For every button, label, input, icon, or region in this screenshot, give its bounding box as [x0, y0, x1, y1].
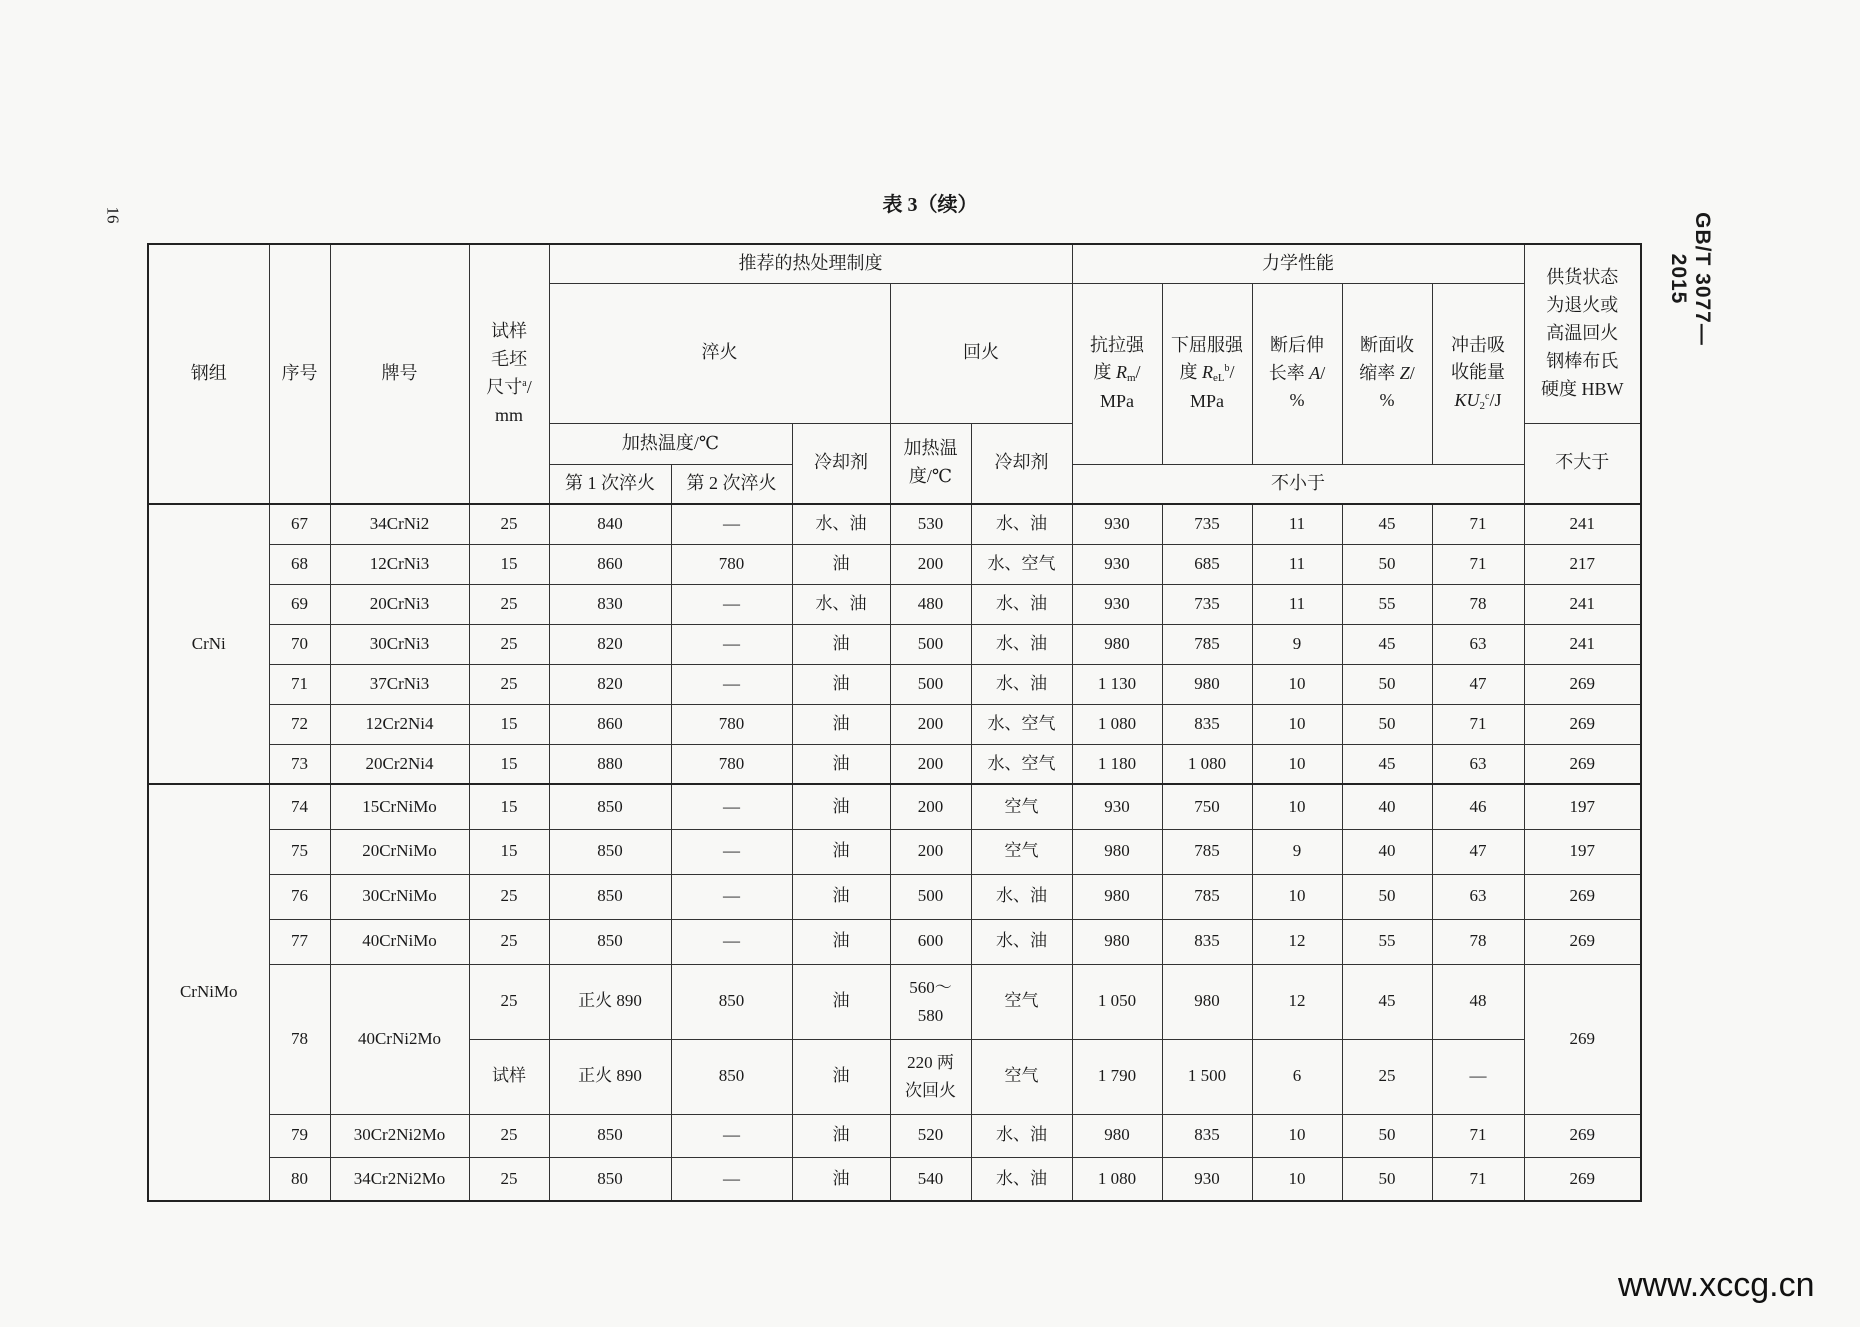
quench-coolant-cell: 油 — [792, 664, 890, 704]
temper-temp-cell: 500 — [890, 664, 971, 704]
table-row — [148, 1114, 1641, 1157]
second-quench-temp-cell: — — [671, 584, 792, 624]
elongation-cell: 10 — [1252, 1114, 1342, 1157]
temper-coolant-cell: 水、油 — [971, 919, 1072, 964]
grade-cell: 12Cr2Ni4 — [330, 704, 469, 744]
serial-no-cell: 69 — [269, 584, 330, 624]
hardness-cell: 269 — [1524, 744, 1641, 784]
tensile-strength-cell: 930 — [1072, 504, 1162, 544]
impact-energy-cell: 71 — [1432, 1157, 1524, 1201]
tensile-strength-cell: 980 — [1072, 1114, 1162, 1157]
first-quench-temp-cell: 850 — [549, 874, 671, 919]
sample-size-cell: 15 — [469, 784, 549, 829]
elongation-cell: 10 — [1252, 1157, 1342, 1201]
elongation-cell: 9 — [1252, 624, 1342, 664]
table-row — [148, 919, 1641, 964]
hardness-cell: 269 — [1524, 964, 1641, 1114]
subscript: eL — [1212, 372, 1225, 385]
yield-strength-cell: 835 — [1162, 919, 1252, 964]
tensile-strength-cell: 1 050 — [1072, 964, 1162, 1039]
reduction-of-area-cell: 45 — [1342, 964, 1432, 1039]
page-number: 16 — [103, 206, 123, 224]
impact-energy-cell: 71 — [1432, 704, 1524, 744]
temper-temp-cell: 480 — [890, 584, 971, 624]
temper-coolant-cell: 水、油 — [971, 504, 1072, 544]
header-tempering: 回火 — [890, 283, 1072, 423]
tensile-strength-cell: 930 — [1072, 784, 1162, 829]
first-quench-temp-cell: 820 — [549, 624, 671, 664]
table-row — [148, 1157, 1641, 1201]
impact-energy-cell: — — [1432, 1039, 1524, 1114]
temper-temp-cell: 200 — [890, 744, 971, 784]
watermark: www.xccg.cn — [1618, 1266, 1815, 1304]
first-quench-temp-cell: 正火 890 — [549, 964, 671, 1039]
symbol: Z — [1399, 362, 1410, 383]
temper-coolant-cell: 空气 — [971, 784, 1072, 829]
grade-cell: 40CrNi2Mo — [330, 964, 469, 1114]
serial-no-cell: 80 — [269, 1157, 330, 1201]
first-quench-temp-cell: 850 — [549, 829, 671, 874]
label: 度 — [1179, 362, 1202, 383]
temper-coolant-cell: 水、油 — [971, 1157, 1072, 1201]
serial-no-cell: 79 — [269, 1114, 330, 1157]
grade-cell: 20CrNiMo — [330, 829, 469, 874]
serial-no-cell: 75 — [269, 829, 330, 874]
reduction-of-area-cell: 40 — [1342, 829, 1432, 874]
reduction-of-area-cell: 50 — [1342, 1114, 1432, 1157]
label: 冲击吸 — [1451, 334, 1505, 355]
tensile-strength-cell: 980 — [1072, 874, 1162, 919]
impact-energy-cell: 48 — [1432, 964, 1524, 1039]
label: 试样 — [491, 321, 527, 342]
serial-no-cell: 77 — [269, 919, 330, 964]
header-not-less: 不小于 — [1072, 464, 1524, 504]
hardness-cell: 197 — [1524, 784, 1641, 829]
unit: MPa — [1189, 390, 1224, 411]
sample-size-cell: 试样 — [469, 1039, 549, 1114]
second-quench-temp-cell: — — [671, 504, 792, 544]
yield-strength-cell: 980 — [1162, 964, 1252, 1039]
first-quench-temp-cell: 840 — [549, 504, 671, 544]
temper-temp-cell: 500 — [890, 874, 971, 919]
impact-energy-cell: 63 — [1432, 874, 1524, 919]
temper-temp-cell: 200 — [890, 704, 971, 744]
quench-coolant-cell: 水、油 — [792, 584, 890, 624]
label: 加热温 — [903, 438, 958, 459]
yield-strength-cell: 930 — [1162, 1157, 1252, 1201]
yield-strength-cell: 835 — [1162, 704, 1252, 744]
unit: MPa — [1099, 390, 1134, 411]
temper-coolant-cell: 水、空气 — [971, 744, 1072, 784]
yield-strength-cell: 750 — [1162, 784, 1252, 829]
reduction-of-area-cell: 50 — [1342, 704, 1432, 744]
impact-energy-cell: 63 — [1432, 624, 1524, 664]
second-quench-temp-cell: — — [671, 874, 792, 919]
temper-coolant-cell: 空气 — [971, 964, 1072, 1039]
reduction-of-area-cell: 45 — [1342, 744, 1432, 784]
sample-size-cell: 15 — [469, 704, 549, 744]
elongation-cell: 6 — [1252, 1039, 1342, 1114]
tensile-strength-cell: 1 130 — [1072, 664, 1162, 704]
header-quench-coolant: 冷却剂 — [792, 423, 890, 504]
tensile-strength-cell: 930 — [1072, 544, 1162, 584]
label: 长率 — [1268, 362, 1310, 383]
reduction-of-area-cell: 50 — [1342, 1157, 1432, 1201]
tensile-strength-cell: 980 — [1072, 624, 1162, 664]
second-quench-temp-cell: — — [671, 829, 792, 874]
second-quench-temp-cell: 850 — [671, 1039, 792, 1114]
label: / — [526, 377, 532, 397]
label: 断面收 — [1360, 334, 1414, 355]
label: 为退火或 — [1546, 294, 1619, 315]
elongation-cell: 10 — [1252, 664, 1342, 704]
impact-energy-cell: 47 — [1432, 829, 1524, 874]
table-row — [148, 584, 1641, 624]
label: 缩率 — [1359, 362, 1400, 383]
hardness-cell: 269 — [1524, 664, 1641, 704]
quench-coolant-cell: 油 — [792, 964, 890, 1039]
serial-no-cell: 74 — [269, 784, 330, 829]
temper-coolant-cell: 空气 — [971, 829, 1072, 874]
header-temper-heating — [890, 423, 971, 504]
elongation-cell: 9 — [1252, 829, 1342, 874]
label: 尺寸 — [486, 377, 523, 397]
footnote-mark: c — [1485, 391, 1490, 403]
grade-cell: 30CrNiMo — [330, 874, 469, 919]
temper-temp-cell: 200 — [890, 829, 971, 874]
yield-strength-cell: 1 500 — [1162, 1039, 1252, 1114]
yield-strength-cell: 685 — [1162, 544, 1252, 584]
yield-strength-cell: 835 — [1162, 1114, 1252, 1157]
reduction-of-area-cell: 55 — [1342, 584, 1432, 624]
header-impact — [1432, 283, 1524, 464]
impact-energy-cell: 78 — [1432, 919, 1524, 964]
header-first-quench: 第 1 次淬火 — [549, 464, 671, 504]
serial-no-cell: 67 — [269, 504, 330, 544]
yield-strength-cell: 785 — [1162, 829, 1252, 874]
elongation-cell: 10 — [1252, 704, 1342, 744]
header-not-more: 不大于 — [1524, 423, 1641, 504]
symbol: R — [1201, 362, 1213, 383]
unit: % — [1379, 390, 1395, 411]
tensile-strength-cell: 980 — [1072, 829, 1162, 874]
header-grade: 牌号 — [330, 244, 469, 504]
serial-no-cell: 73 — [269, 744, 330, 784]
quench-coolant-cell: 油 — [792, 704, 890, 744]
header-temper-coolant: 冷却剂 — [971, 423, 1072, 504]
label: 供货状态 — [1546, 267, 1619, 288]
temper-temp-cell: 530 — [890, 504, 971, 544]
grade-cell: 20Cr2Ni4 — [330, 744, 469, 784]
unit: /J — [1489, 390, 1502, 411]
yield-strength-cell: 785 — [1162, 874, 1252, 919]
quench-coolant-cell: 油 — [792, 744, 890, 784]
reduction-of-area-cell: 50 — [1342, 874, 1432, 919]
impact-energy-cell: 71 — [1432, 544, 1524, 584]
tensile-strength-cell: 980 — [1072, 919, 1162, 964]
sample-size-cell: 25 — [469, 624, 549, 664]
hardness-cell: 269 — [1524, 1114, 1641, 1157]
first-quench-temp-cell: 正火 890 — [549, 1039, 671, 1114]
symbol: R — [1115, 362, 1127, 383]
quench-coolant-cell: 油 — [792, 624, 890, 664]
label: mm — [494, 404, 523, 425]
temper-temp-cell: 560～580 — [890, 964, 971, 1039]
second-quench-temp-cell: — — [671, 1157, 792, 1201]
reduction-of-area-cell: 55 — [1342, 919, 1432, 964]
table-body — [148, 504, 1641, 1201]
header-reduction — [1342, 283, 1432, 464]
quench-coolant-cell: 油 — [792, 1039, 890, 1114]
second-quench-temp-cell: 780 — [671, 704, 792, 744]
serial-no-cell: 71 — [269, 664, 330, 704]
hardness-cell: 269 — [1524, 919, 1641, 964]
sample-size-cell: 25 — [469, 964, 549, 1039]
table-row — [148, 704, 1641, 744]
temper-temp-cell: 200 — [890, 544, 971, 584]
footnote-mark: b — [1224, 363, 1230, 375]
temper-coolant-cell: 水、油 — [971, 1114, 1072, 1157]
temper-coolant-cell: 水、油 — [971, 664, 1072, 704]
header-tensile — [1072, 283, 1162, 464]
second-quench-temp-cell: 780 — [671, 744, 792, 784]
header-hardness — [1524, 244, 1641, 423]
grade-cell: 30Cr2Ni2Mo — [330, 1114, 469, 1157]
first-quench-temp-cell: 850 — [549, 1114, 671, 1157]
reduction-of-area-cell: 45 — [1342, 504, 1432, 544]
quench-coolant-cell: 油 — [792, 874, 890, 919]
grade-cell: 37CrNi3 — [330, 664, 469, 704]
elongation-cell: 12 — [1252, 919, 1342, 964]
grade-cell: 12CrNi3 — [330, 544, 469, 584]
first-quench-temp-cell: 850 — [549, 1157, 671, 1201]
first-quench-temp-cell: 860 — [549, 704, 671, 744]
second-quench-temp-cell: 850 — [671, 964, 792, 1039]
yield-strength-cell: 785 — [1162, 624, 1252, 664]
impact-energy-cell: 71 — [1432, 1114, 1524, 1157]
header-heat-treatment: 推荐的热处理制度 — [549, 244, 1072, 283]
sample-size-cell: 15 — [469, 544, 549, 584]
second-quench-temp-cell: — — [671, 784, 792, 829]
sample-size-cell: 25 — [469, 919, 549, 964]
serial-no-cell: 72 — [269, 704, 330, 744]
label: 收能量 — [1451, 362, 1505, 383]
table-row — [148, 874, 1641, 919]
hardness-cell: 241 — [1524, 584, 1641, 624]
temper-temp-cell: 500 — [890, 624, 971, 664]
quench-coolant-cell: 油 — [792, 784, 890, 829]
yield-strength-cell: 980 — [1162, 664, 1252, 704]
label: 断后伸 — [1270, 334, 1324, 355]
elongation-cell: 12 — [1252, 964, 1342, 1039]
reduction-of-area-cell: 50 — [1342, 664, 1432, 704]
header-serial-no: 序号 — [269, 244, 330, 504]
reduction-of-area-cell: 50 — [1342, 544, 1432, 584]
label: 抗拉强 — [1090, 334, 1144, 355]
impact-energy-cell: 63 — [1432, 744, 1524, 784]
first-quench-temp-cell: 850 — [549, 919, 671, 964]
quench-coolant-cell: 水、油 — [792, 504, 890, 544]
label: / — [1409, 362, 1415, 383]
temper-coolant-cell: 水、油 — [971, 874, 1072, 919]
table-row — [148, 744, 1641, 784]
first-quench-temp-cell: 860 — [549, 544, 671, 584]
subscript: 2 — [1479, 400, 1486, 413]
quench-coolant-cell: 油 — [792, 544, 890, 584]
grade-cell: 30CrNi3 — [330, 624, 469, 664]
elongation-cell: 11 — [1252, 584, 1342, 624]
header-heating-temp: 加热温度/℃ — [549, 423, 792, 464]
sample-size-cell: 25 — [469, 584, 549, 624]
second-quench-temp-cell: — — [671, 919, 792, 964]
sample-size-cell: 25 — [469, 1114, 549, 1157]
second-quench-temp-cell: — — [671, 624, 792, 664]
label: / — [1229, 362, 1235, 383]
tensile-strength-cell: 1 180 — [1072, 744, 1162, 784]
temper-temp-cell: 220 两次回火 — [890, 1039, 971, 1114]
serial-no-cell: 78 — [269, 964, 330, 1114]
label: 钢棒布氏 — [1546, 350, 1619, 371]
quench-coolant-cell: 油 — [792, 1114, 890, 1157]
sample-size-cell: 25 — [469, 664, 549, 704]
header-mechanical: 力学性能 — [1072, 244, 1524, 283]
unit: % — [1289, 390, 1305, 411]
table-row — [148, 624, 1641, 664]
first-quench-temp-cell: 820 — [549, 664, 671, 704]
sample-size-cell: 25 — [469, 504, 549, 544]
table-row — [148, 829, 1641, 874]
temper-temp-cell: 540 — [890, 1157, 971, 1201]
table-row — [148, 784, 1641, 829]
subscript: m — [1126, 372, 1136, 385]
sample-size-cell: 25 — [469, 874, 549, 919]
table-row — [148, 504, 1641, 544]
table-title: 表 3（续） — [882, 194, 978, 216]
impact-energy-cell: 47 — [1432, 664, 1524, 704]
standard-code: GB/T 3077—2015 — [1667, 212, 1714, 346]
sample-size-cell: 15 — [469, 829, 549, 874]
reduction-of-area-cell: 40 — [1342, 784, 1432, 829]
temper-coolant-cell: 水、油 — [971, 624, 1072, 664]
label: 度/℃ — [908, 466, 953, 487]
tensile-strength-cell: 930 — [1072, 584, 1162, 624]
hardness-cell: 269 — [1524, 1157, 1641, 1201]
footnote-mark: a — [522, 378, 527, 389]
sample-size-cell: 15 — [469, 744, 549, 784]
yield-strength-cell: 735 — [1162, 584, 1252, 624]
reduction-of-area-cell: 25 — [1342, 1039, 1432, 1114]
hardness-cell: 217 — [1524, 544, 1641, 584]
temper-coolant-cell: 空气 — [971, 1039, 1072, 1114]
serial-no-cell: 68 — [269, 544, 330, 584]
temper-temp-cell: 200 — [890, 784, 971, 829]
sample-size-cell: 25 — [469, 1157, 549, 1201]
temper-coolant-cell: 水、油 — [971, 584, 1072, 624]
quench-coolant-cell: 油 — [792, 919, 890, 964]
first-quench-temp-cell: 880 — [549, 744, 671, 784]
header-second-quench: 第 2 次淬火 — [671, 464, 792, 504]
first-quench-temp-cell: 850 — [549, 784, 671, 829]
yield-strength-cell: 735 — [1162, 504, 1252, 544]
header-sample-size — [469, 244, 549, 504]
grade-cell: 15CrNiMo — [330, 784, 469, 829]
serial-no-cell: 70 — [269, 624, 330, 664]
label: / — [1320, 362, 1326, 383]
header-steel-group: 钢组 — [148, 244, 269, 504]
temper-coolant-cell: 水、空气 — [971, 704, 1072, 744]
grade-cell: 40CrNiMo — [330, 919, 469, 964]
quench-coolant-cell: 油 — [792, 829, 890, 874]
second-quench-temp-cell: 780 — [671, 544, 792, 584]
header-quenching: 淬火 — [549, 283, 890, 423]
hardness-cell: 241 — [1524, 624, 1641, 664]
temper-temp-cell: 600 — [890, 919, 971, 964]
impact-energy-cell: 78 — [1432, 584, 1524, 624]
label: 下屈服强 — [1171, 334, 1243, 355]
grade-cell: 34Cr2Ni2Mo — [330, 1157, 469, 1201]
tensile-strength-cell: 1 080 — [1072, 1157, 1162, 1201]
serial-no-cell: 76 — [269, 874, 330, 919]
label: 毛坯 — [491, 349, 527, 370]
hardness-cell: 269 — [1524, 704, 1641, 744]
elongation-cell: 11 — [1252, 504, 1342, 544]
second-quench-temp-cell: — — [671, 664, 792, 704]
tensile-strength-cell: 1 790 — [1072, 1039, 1162, 1114]
table-row — [148, 664, 1641, 704]
label: 高温回火 — [1546, 322, 1619, 343]
hardness-cell: 197 — [1524, 829, 1641, 874]
elongation-cell: 10 — [1252, 874, 1342, 919]
table-row — [148, 964, 1641, 1039]
header-yield — [1162, 283, 1252, 464]
temper-temp-cell: 520 — [890, 1114, 971, 1157]
steel-properties-table — [147, 243, 1642, 1202]
header-elongation — [1252, 283, 1342, 464]
label: 度 — [1093, 362, 1116, 383]
grade-cell: 34CrNi2 — [330, 504, 469, 544]
elongation-cell: 11 — [1252, 544, 1342, 584]
yield-strength-cell: 1 080 — [1162, 744, 1252, 784]
elongation-cell: 10 — [1252, 784, 1342, 829]
grade-cell: 20CrNi3 — [330, 584, 469, 624]
table-row — [148, 544, 1641, 584]
quench-coolant-cell: 油 — [792, 1157, 890, 1201]
second-quench-temp-cell: — — [671, 1114, 792, 1157]
table-header — [148, 244, 1641, 504]
tensile-strength-cell: 1 080 — [1072, 704, 1162, 744]
steel-group-cell: CrNi — [148, 504, 269, 784]
impact-energy-cell: 46 — [1432, 784, 1524, 829]
first-quench-temp-cell: 830 — [549, 584, 671, 624]
temper-coolant-cell: 水、空气 — [971, 544, 1072, 584]
hardness-cell: 269 — [1524, 874, 1641, 919]
hardness-cell: 241 — [1524, 504, 1641, 544]
impact-energy-cell: 71 — [1432, 504, 1524, 544]
steel-group-cell: CrNiMo — [148, 784, 269, 1201]
symbol: A — [1309, 362, 1321, 383]
label: 硬度 HBW — [1541, 378, 1624, 399]
label: / — [1135, 362, 1141, 383]
reduction-of-area-cell: 45 — [1342, 624, 1432, 664]
elongation-cell: 10 — [1252, 744, 1342, 784]
symbol: KU — [1454, 390, 1480, 411]
